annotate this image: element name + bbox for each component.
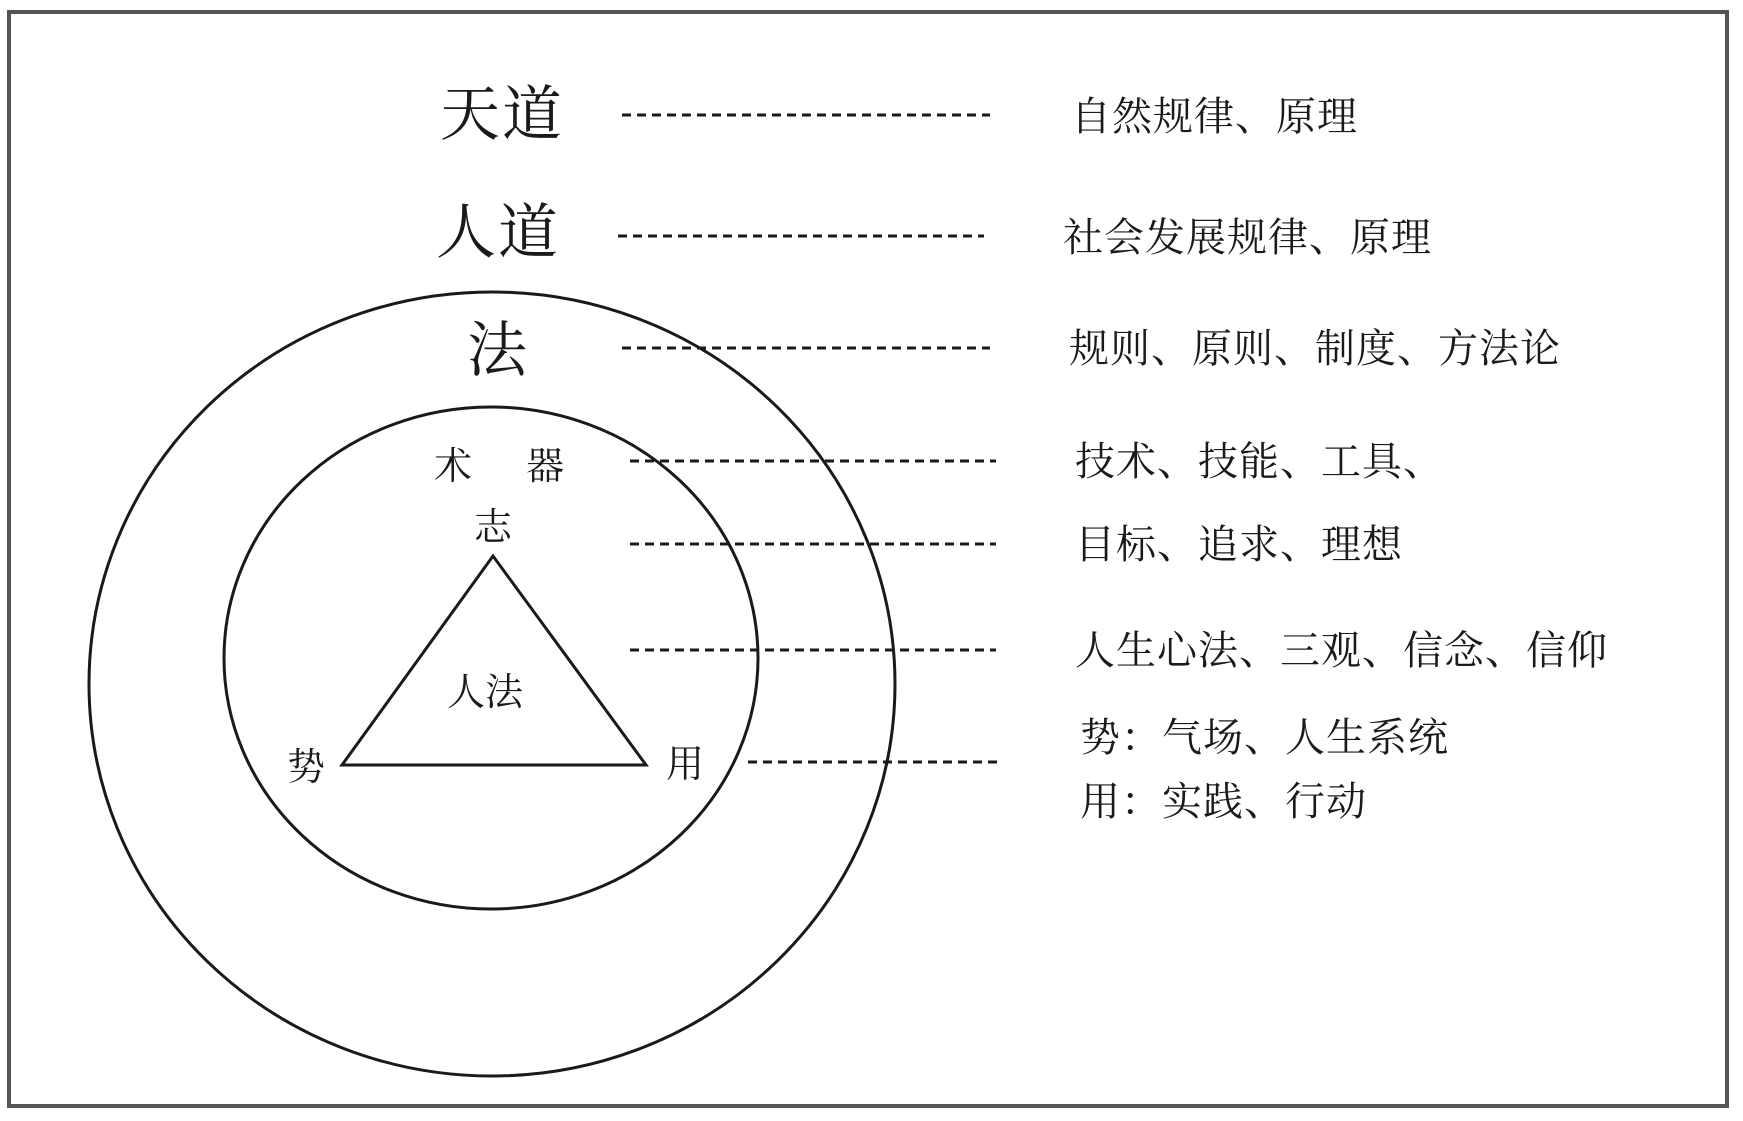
desc-rendao: 社会发展规律、原理	[1063, 215, 1432, 261]
label-fa: 法	[467, 316, 529, 386]
desc-yong: 用：实践、行动	[1080, 779, 1367, 825]
label-shi: 势	[287, 745, 326, 789]
label-shu-qi: 术 器	[434, 444, 575, 488]
desc-shi: 势：气场、人生系统	[1080, 715, 1449, 761]
triangle	[342, 556, 646, 765]
desc-fa: 规则、原则、制度、方法论	[1069, 326, 1561, 372]
label-yong: 用	[666, 742, 705, 786]
desc-tiandao: 自然规律、原理	[1071, 94, 1358, 140]
label-rendao: 人道	[436, 198, 560, 268]
label-renfa: 人法	[447, 670, 524, 714]
label-zhi: 志	[474, 505, 513, 549]
desc-renfa: 人生心法、三观、信念、信仰	[1075, 628, 1608, 674]
desc-zhi: 目标、追求、理想	[1075, 522, 1403, 568]
desc-shuqi: 技术、技能、工具、	[1075, 439, 1444, 485]
label-tiandao: 天道	[440, 80, 564, 150]
